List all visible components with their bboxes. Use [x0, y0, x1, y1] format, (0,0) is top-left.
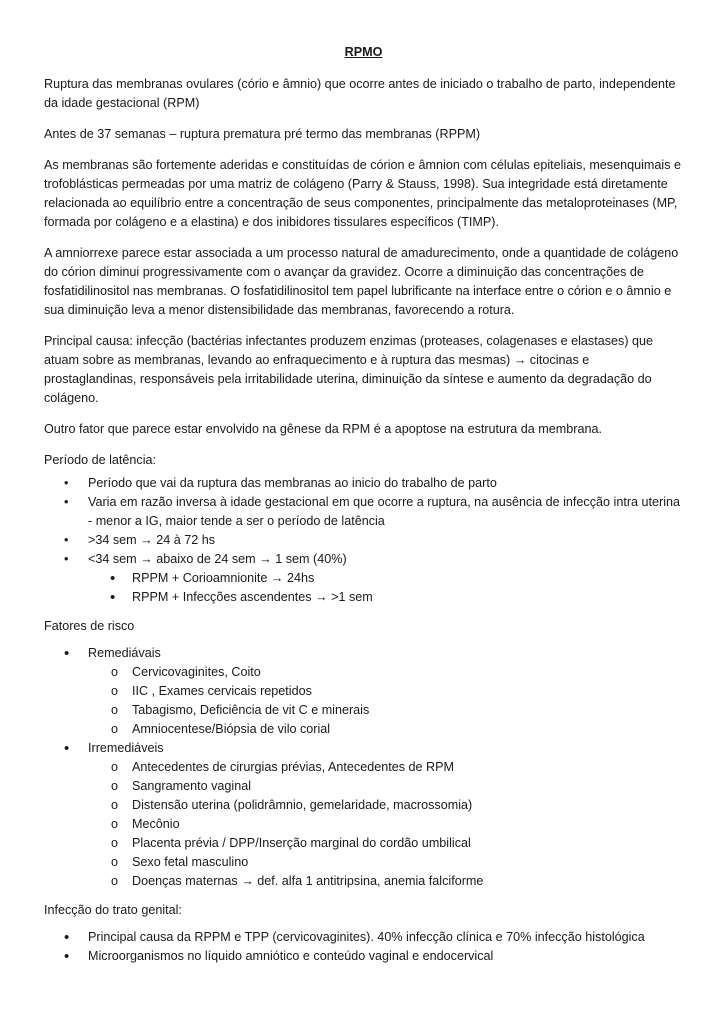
list-item: o Amniocentese/Biópsia de vilo corial	[44, 720, 683, 739]
remediaveis-sublist	[44, 663, 683, 739]
circle-bullet-icon: o	[111, 874, 119, 888]
bullet-icon: •	[64, 740, 70, 757]
infeccao-list	[44, 928, 683, 966]
bullet-icon: •	[64, 929, 70, 946]
list-item: • >34 sem → 24 à 72 hs	[44, 531, 683, 550]
paragraph-definition: Ruptura das membranas ovulares (cório e âmnio) que ocorre antes de iniciado o trabalho de parto, independente da idade gestacional (RPM)	[44, 77, 676, 110]
bullet-icon: •	[64, 645, 70, 662]
bullet-icon: •	[64, 476, 69, 490]
circle-bullet-icon: o	[111, 798, 119, 812]
list-item: • Irremediáveis o Antecedentes de cirurgias prévias, Antecedentes de RPM o Sangramento vaginal o Distensão uterina (polidrâmnio, gemelaridade, macrossomia) o Mecônio o Placenta prévia / DPP/Inserção marginal do cordão umbilical o Sexo fetal masculino o Doenças maternas → def. alfa 1 antitripsina, anemia falciforme	[44, 739, 683, 891]
latencia-sublist	[44, 569, 683, 607]
paragraph-rppm: Antes de 37 semanas – ruptura prematura pré termo das membranas (RPPM)	[44, 127, 481, 141]
latencia-list	[44, 474, 683, 607]
paragraph-principal-causa: Principal causa: infecção (bactérias infectantes produzem enzimas (proteases, colagenases e elastases) que atuam sobre as membranas, levando ao enfraquecimento e à ruptura das mesmas) → citocinas e prostaglandinas, responsáveis pela irritabilidade uterina, diminuição da síntese e aumento da degradação do colágeno.	[44, 334, 654, 405]
list-item: o Tabagismo, Deficiência de vit C e minerais	[44, 701, 683, 720]
circle-bullet-icon: o	[111, 684, 119, 698]
irremediaveis-sublist	[44, 758, 683, 891]
list-item: • Principal causa da RPPM e TPP (cervicovaginites). 40% infecção clínica e 70% infecção histológica	[64, 929, 645, 946]
list-item: • RPPM + Infecções ascendentes → >1 sem	[110, 589, 373, 606]
list-item: o Doenças maternas → def. alfa 1 antitripsina, anemia falciforme	[44, 872, 683, 891]
circle-bullet-icon: o	[111, 817, 119, 831]
fatores-heading: Fatores de risco	[44, 619, 135, 633]
circle-bullet-icon: o	[111, 722, 119, 736]
list-item: o IIC , Exames cervicais repetidos	[44, 682, 683, 701]
bullet-icon: •	[64, 552, 69, 566]
list-item: o Antecedentes de cirurgias prévias, Antecedentes de RPM	[44, 758, 683, 777]
fatores-list	[44, 644, 683, 891]
latencia-heading: Período de latência:	[44, 453, 157, 467]
infeccao-heading: Infecção do trato genital:	[44, 903, 182, 917]
list-item: o Distensão uterina (polidrâmnio, gemelaridade, macrossomia)	[44, 796, 683, 815]
list-item: • Remediávais o Cervicovaginites, Coito o IIC , Exames cervicais repetidos o Tabagismo, Deficiência de vit C e minerais o Amniocentese/Biópsia de vilo corial	[44, 644, 683, 739]
bullet-icon: •	[64, 533, 69, 547]
circle-bullet-icon: o	[111, 703, 119, 717]
paragraph-apoptose: Outro fator que parece estar envolvido na gênese da RPM é a apoptose na estrutura da membrana.	[44, 422, 602, 436]
paragraph-amniorrexe: A amniorrexe parece estar associada a um processo natural de amadurecimento, onde a quantidade de colágeno do córion diminui progressivamente com o avançar da gravidez. Ocorre a diminuição das concentrações de fosfatidilinositol nas membranas. O fosfatidilinositol tem papel lubrificante na interface entre o córion e o âmnio e sua diminuição leva a menor distensibilidade das membranas, favorecendo a rotura.	[44, 246, 679, 317]
bullet-icon: •	[110, 570, 116, 587]
bullet-icon: •	[64, 495, 69, 509]
list-item: o Sangramento vaginal	[44, 777, 683, 796]
circle-bullet-icon: o	[111, 760, 119, 774]
list-item: o Mecônio	[44, 815, 683, 834]
bullet-icon: •	[110, 589, 116, 606]
paragraph-membranes: As membranas são fortemente aderidas e constituídas de córion e âmnion com células epiteliais, mesenquimais e trofoblásticas permeadas por uma matriz de colágeno (Parry & Stauss, 1998). Sua integridade está diretamente relacionada ao equilíbrio entre a concentração de seus componentes, principalmente das metaloproteinases (MP, formada por colágeno e a elastina) e dos inibidores tissulares específicos (TIMP).	[44, 158, 682, 229]
list-item: o Placenta prévia / DPP/Inserção marginal do cordão umbilical	[44, 834, 683, 853]
circle-bullet-icon: o	[111, 836, 119, 850]
list-item: • Microorganismos no líquido amniótico e conteúdo vaginal e endocervical	[64, 948, 494, 965]
list-item: • RPPM + Corioamnionite → 24hs	[110, 570, 315, 587]
document-title: RPMO	[344, 45, 383, 59]
list-item: • Período que vai da ruptura das membranas ao inicio do trabalho de parto	[44, 474, 683, 493]
list-item: o Sexo fetal masculino	[44, 853, 683, 872]
list-item: o Cervicovaginites, Coito	[44, 663, 683, 682]
circle-bullet-icon: o	[111, 665, 119, 679]
circle-bullet-icon: o	[111, 855, 119, 869]
circle-bullet-icon: o	[111, 779, 119, 793]
list-item: • Varia em razão inversa à idade gestacional em que ocorre a ruptura, na ausência de infecção intra uterina - menor a IG, maior tende a ser o período de latência	[64, 495, 681, 528]
list-item: • <34 sem → abaixo de 24 sem → 1 sem (40%) • RPPM + Corioamnionite → 24hs • RPPM + Infecções ascendentes → >1 sem	[44, 550, 683, 607]
bullet-icon: •	[64, 948, 70, 965]
